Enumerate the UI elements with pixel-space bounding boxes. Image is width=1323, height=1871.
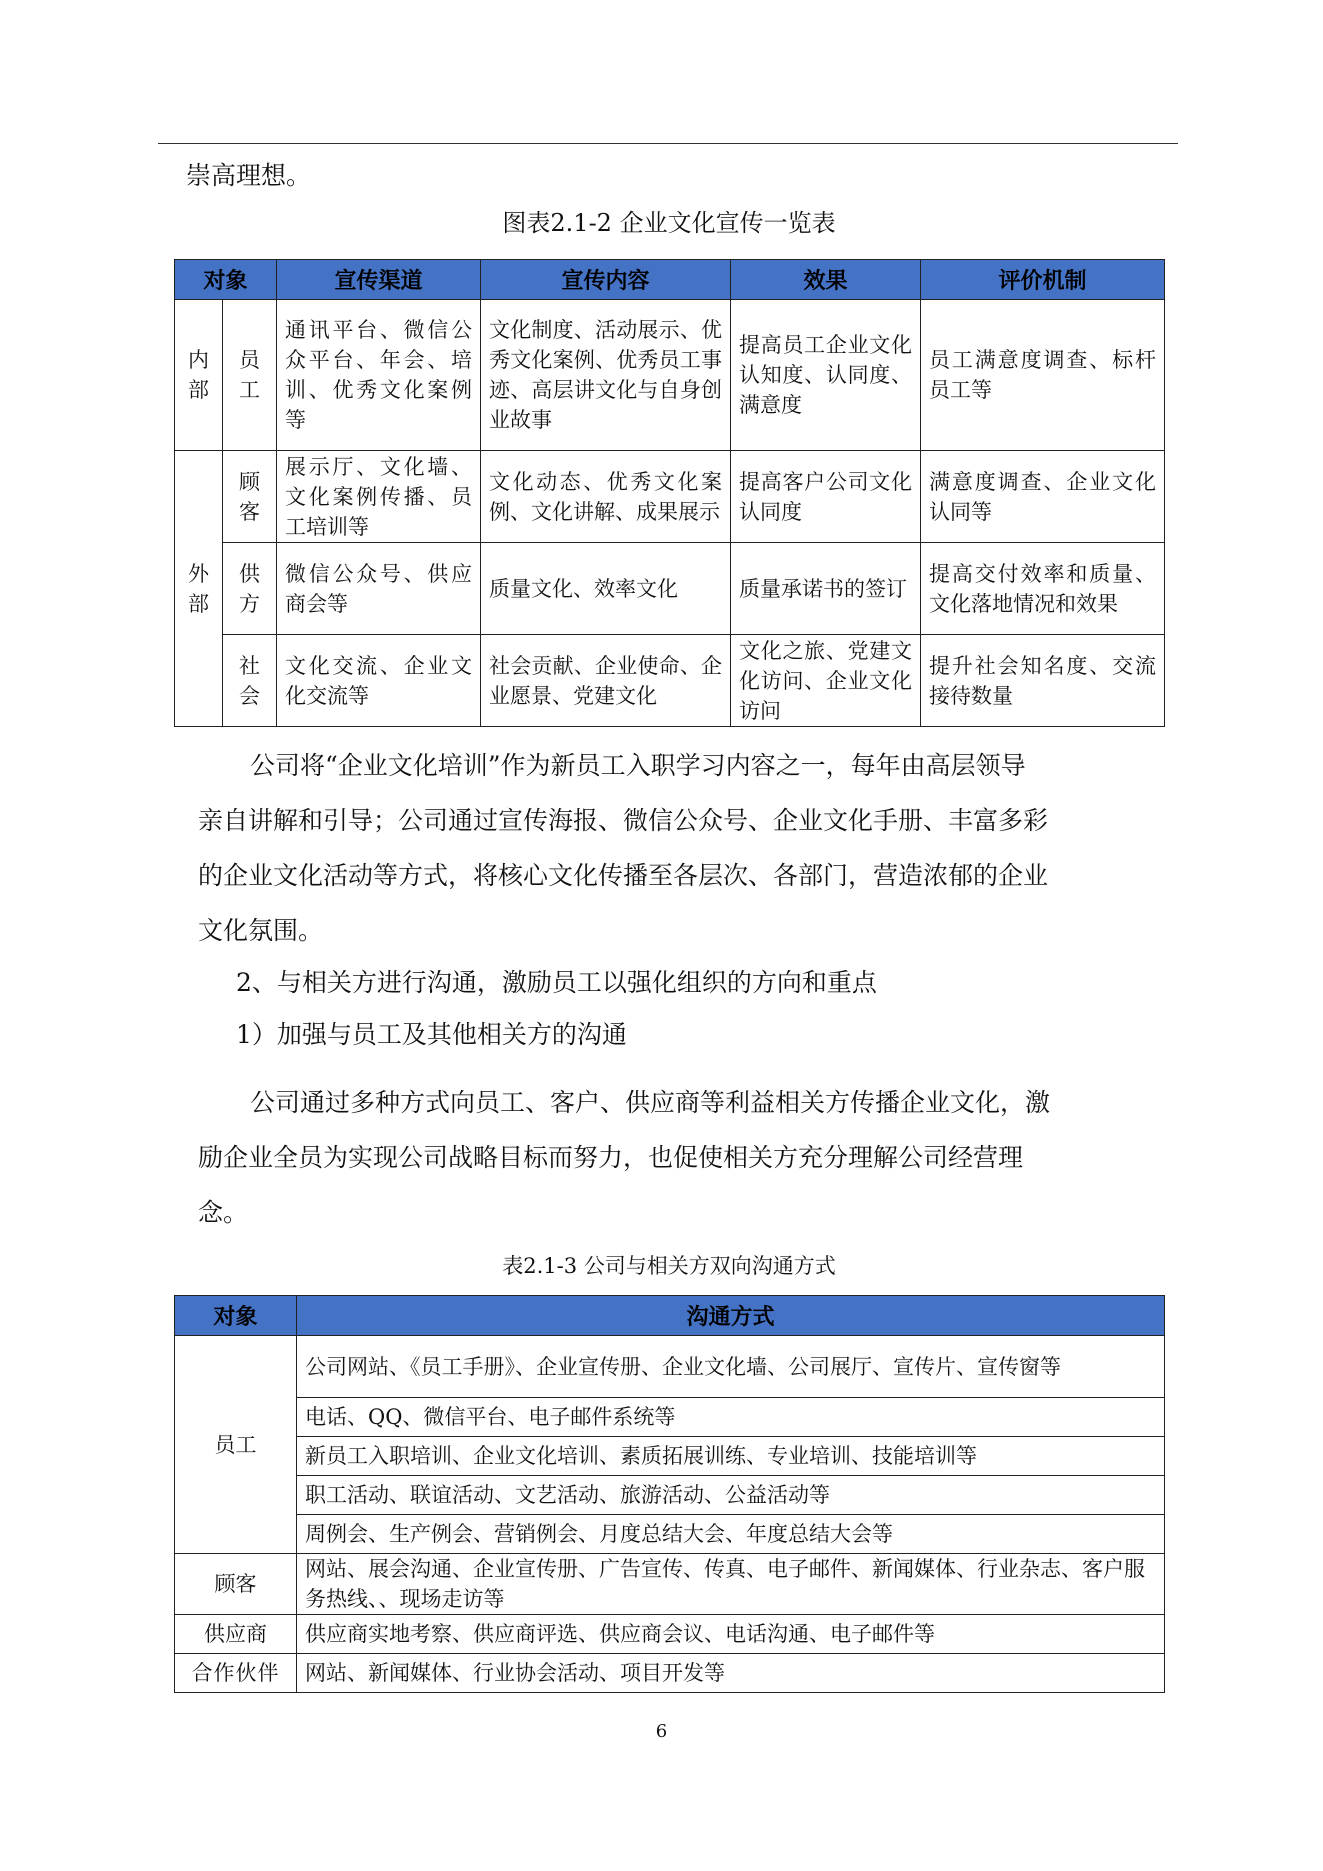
paragraph-communication: 公司通过多种方式向员工、客户、供应商等利益相关方传播企业文化，激 励企业全员为实现公司战略目标而努力，也促使相关方充分理解公司经营理 念。 bbox=[198, 1088, 1051, 1227]
row-method: 网站、展会沟通、企业宣传册、广告宣传、传真、电子邮件、新闻媒体、行业杂志、客户服务热线、、现场走访等 bbox=[297, 1554, 1165, 1615]
row-subject: 员 工 bbox=[223, 300, 277, 451]
table2-caption: 表2.1-3 公司与相关方双向沟通方式 bbox=[502, 1254, 836, 1278]
row-method: 电话、QQ、微信平台、电子邮件系统等 bbox=[297, 1398, 1165, 1437]
subsection-heading: 1）加强与员工及其他相关方的沟通 bbox=[236, 1020, 627, 1049]
row-subject: 供 方 bbox=[223, 543, 277, 635]
row-method: 新员工入职培训、企业文化培训、素质拓展训练、专业培训、技能培训等 bbox=[297, 1437, 1165, 1476]
row-method: 职工活动、联谊活动、文艺活动、旅游活动、公益活动等 bbox=[297, 1476, 1165, 1515]
table-row bbox=[175, 1398, 1165, 1437]
row-evaluation: 满意度调查、企业文化认同等 bbox=[921, 451, 1165, 543]
row-content: 文化动态、优秀文化案例、文化讲解、成果展示 bbox=[481, 451, 731, 543]
table1-caption: 图表2.1-2 企业文化宣传一览表 bbox=[502, 209, 836, 237]
table-row bbox=[175, 1554, 1165, 1615]
header-evaluation: 评价机制 bbox=[921, 260, 1165, 300]
table2-header-row bbox=[175, 1296, 1165, 1336]
table-row bbox=[175, 451, 1165, 543]
group-internal: 内 部 bbox=[175, 300, 223, 451]
row-content: 质量文化、效率文化 bbox=[481, 543, 731, 635]
row-evaluation: 提升社会知名度、交流接待数量 bbox=[921, 635, 1165, 727]
row-method: 周例会、生产例会、营销例会、月度总结大会、年度总结大会等 bbox=[297, 1515, 1165, 1554]
table1-header-row bbox=[175, 260, 1165, 300]
table-row bbox=[175, 300, 1165, 451]
table-row bbox=[175, 1437, 1165, 1476]
header-rule bbox=[158, 143, 1178, 144]
paragraph-training: 公司将“企业文化培训”作为新员工入职学习内容之一，每年由高层领导 亲自讲解和引导；公司通过宣传海报、微信公众号、企业文化手册、丰富多彩 的企业文化活动等方式，将核心文化传播至各层次、各部门，营造浓郁的企业 文化氛围。 bbox=[198, 751, 1049, 945]
row-subject: 顾 客 bbox=[223, 451, 277, 543]
header-subject: 对象 bbox=[175, 1296, 297, 1336]
row-method: 公司网站、《员工手册》、企业宣传册、企业文化墙、公司展厅、宣传片、宣传窗等 bbox=[297, 1336, 1165, 1398]
row-subject: 供应商 bbox=[175, 1615, 297, 1654]
row-subject: 合作伙伴 bbox=[175, 1654, 297, 1693]
row-evaluation: 提高交付效率和质量、文化落地情况和效果 bbox=[921, 543, 1165, 635]
culture-publicity-table bbox=[174, 259, 1165, 727]
row-content: 社会贡献、企业使命、企业愿景、党建文化 bbox=[481, 635, 731, 727]
row-channel: 展示厅、文化墙、文化案例传播、员工培训等 bbox=[277, 451, 481, 543]
communication-methods-table bbox=[174, 1295, 1165, 1693]
row-effect: 提高员工企业文化认知度、认同度、满意度 bbox=[731, 300, 921, 451]
section-heading: 2、与相关方进行沟通，激励员工以强化组织的方向和重点 bbox=[236, 968, 877, 997]
row-channel: 微信公众号、供应商会等 bbox=[277, 543, 481, 635]
table-row bbox=[175, 1615, 1165, 1654]
table-row bbox=[175, 635, 1165, 727]
header-content: 宣传内容 bbox=[481, 260, 731, 300]
row-method: 供应商实地考察、供应商评选、供应商会议、电话沟通、电子邮件等 bbox=[297, 1615, 1165, 1654]
row-evaluation: 员工满意度调查、标杆员工等 bbox=[921, 300, 1165, 451]
header-methods: 沟通方式 bbox=[297, 1296, 1165, 1336]
table-row bbox=[175, 543, 1165, 635]
row-subject: 社 会 bbox=[223, 635, 277, 727]
header-channel: 宣传渠道 bbox=[277, 260, 481, 300]
row-effect: 文化之旅、党建文化访问、企业文化访问 bbox=[731, 635, 921, 727]
table-row bbox=[175, 1515, 1165, 1554]
row-channel: 文化交流、企业文化交流等 bbox=[277, 635, 481, 727]
page-number: 6 bbox=[655, 1721, 668, 1742]
row-content: 文化制度、活动展示、优秀文化案例、优秀员工事迹、高层讲文化与自身创业故事 bbox=[481, 300, 731, 451]
header-effect: 效果 bbox=[731, 260, 921, 300]
row-subject: 顾客 bbox=[175, 1554, 297, 1615]
table-row bbox=[175, 1654, 1165, 1693]
table-row bbox=[175, 1476, 1165, 1515]
table-row bbox=[175, 1336, 1165, 1398]
row-effect: 质量承诺书的签订 bbox=[731, 543, 921, 635]
header-subject: 对象 bbox=[175, 260, 277, 300]
row-channel: 通讯平台、微信公众平台、年会、培训、优秀文化案例等 bbox=[277, 300, 481, 451]
row-effect: 提高客户公司文化认同度 bbox=[731, 451, 921, 543]
group-external: 外 部 bbox=[175, 451, 223, 727]
row-method: 网站、新闻媒体、行业协会活动、项目开发等 bbox=[297, 1654, 1165, 1693]
row-subject-employee: 员工 bbox=[175, 1336, 297, 1554]
continuation-text: 崇高理想。 bbox=[186, 161, 312, 190]
